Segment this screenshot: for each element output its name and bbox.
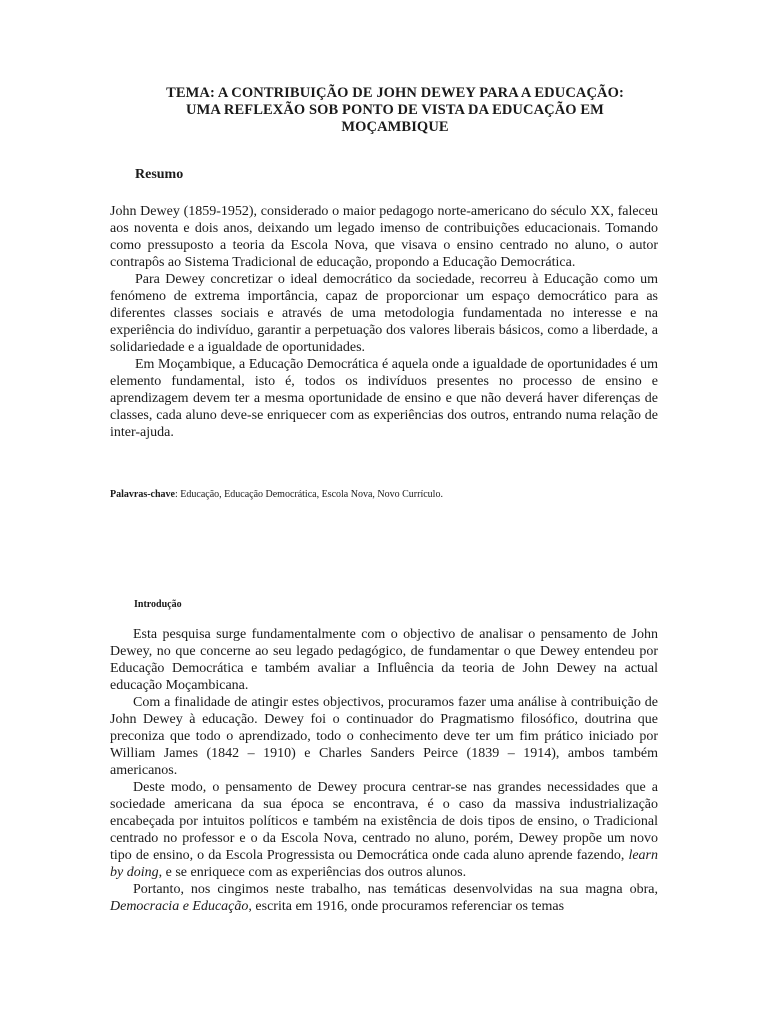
intro-paragraph-1: Esta pesquisa surge fundamentalmente com o objectivo de analisar o pensamento de John Dewey, no que concerne ao seu legado pedagógico, de fundamentar o que Dewey entendeu por Educação Democrática e também avaliar a Influência da teoria de John Dewey na actual educação Moçambicana. xyxy=(110,627,658,693)
introduction-body xyxy=(110,626,658,915)
intro-paragraph-4-tail: , escrita em 1916, onde procuramos referenciar os temas xyxy=(248,899,565,914)
title-line-1: TEMA: A CONTRIBUIÇÃO DE JOHN DEWEY PARA A EDUCAÇÃO: xyxy=(166,85,624,101)
abstract-body xyxy=(110,203,658,441)
abstract-paragraph-2: Para Dewey concretizar o ideal democrático da sociedade, recorreu à Educação como um fenómeno de extrema importância, capaz de proporcionar um espaço democrático para as diferentes classes sociais e através de uma metodologia fundamentada no interesse e na experiência do indivíduo, garantir a perpetuação dos valores liberais básicos, como a liberdade, a solidariedade e a igualdade de oportunidades. xyxy=(110,272,658,355)
title-line-2: UMA REFLEXÃO SOB PONTO DE VISTA DA EDUCAÇÃO EM xyxy=(186,102,604,118)
abstract-heading: Resumo xyxy=(135,167,184,182)
abstract-paragraph-1: John Dewey (1859-1952), considerado o maior pedagogo norte-americano do século XX, faleceu aos noventa e dois anos, deixando um legado imenso de contribuições educacionais. Tomando como pressuposto a teoria da Escola Nova, que visava o ensino centrado no aluno, o autor contrapôs ao Sistema Tradicional de educação, propondo a Educação Democrática. xyxy=(110,204,658,270)
introduction-heading: Introdução xyxy=(134,599,182,610)
intro-paragraph-2: Com a finalidade de atingir estes objectivos, procuramos fazer uma análise à contribuição de John Dewey à educação. Dewey foi o continuador do Pragmatismo filosófico, doutrina que preconiza que todo o aprendizado, todo o conhecimento deve ter um fim prático iniciado por William James (1842 – 1910) e Charles Sanders Peirce (1839 – 1914), ambos também americanos. xyxy=(110,695,658,778)
keywords-text: : Educação, Educação Democrática, Escola Nova, Novo Currículo. xyxy=(175,489,443,500)
intro-paragraph-3-text: Deste modo, o pensamento de Dewey procura centrar-se nas grandes necessidades que a sociedade americana da sua época se encontrava, é o caso da massiva industrialização encabeçada por intuitos políticos e também na existência de dois tipos de ensino, o Tradicional centrado no professor e o da Escola Nova, centrado no aluno, porém, Dewey propõe um novo tipo de ensino, o da Escola Progressista ou Democrática onde cada aluno aprende fazendo, xyxy=(110,780,658,863)
document-title xyxy=(130,85,660,136)
intro-paragraph-4-text: Portanto, nos cingimos neste trabalho, nas temáticas desenvolvidas na sua magna obra, xyxy=(133,882,658,897)
intro-paragraph-4 xyxy=(110,881,658,915)
title-line-3: MOÇAMBIQUE xyxy=(341,119,449,135)
intro-paragraph-3-tail: , e se enriquece com as experiências dos outros alunos. xyxy=(158,865,467,880)
abstract-paragraph-3: Em Moçambique, a Educação Democrática é aquela onde a igualdade de oportunidades é um elemento fundamental, isto é, todos os indivíduos presentes no processo de ensino e aprendizagem devem ter a mesma oportunidade de ensino e que não deverá haver diferenças de classes, cada aluno deve-se enriquecer com as experiências dos outros, entrando numa relação de inter-ajuda. xyxy=(110,357,658,440)
intro-paragraph-3 xyxy=(110,779,658,881)
keywords-line xyxy=(110,488,443,501)
keywords-label: Palavras-chave xyxy=(110,489,175,500)
intro-paragraph-4-emphasis: Democracia e Educação xyxy=(110,899,249,914)
intro-paragraph-3-emphasis: learn by doing xyxy=(110,848,658,880)
